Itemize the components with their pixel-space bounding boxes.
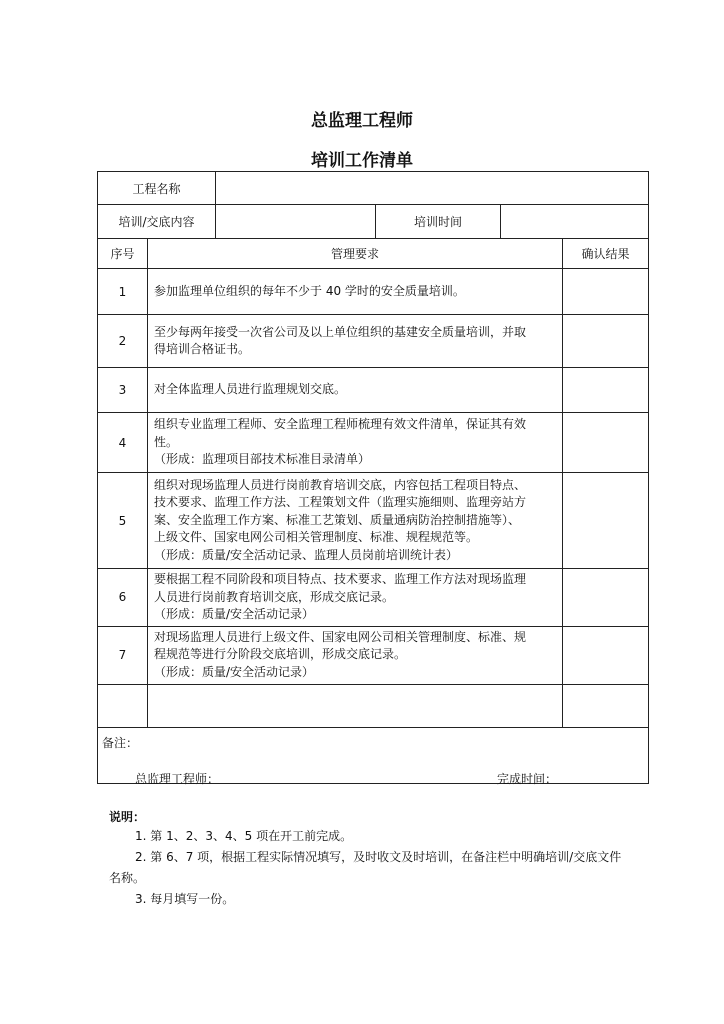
explanation-item: 3. 每月填写一份。 (135, 892, 235, 906)
row-number: 7 (98, 626, 148, 684)
table-row (98, 626, 649, 684)
row-number[interactable] (98, 684, 148, 727)
completion-time-label: 完成时间： (497, 772, 558, 786)
header-no: 序号 (98, 239, 148, 269)
result-cell[interactable] (563, 269, 649, 315)
table-row (98, 413, 649, 473)
row-number: 3 (98, 368, 148, 413)
requirement-cell: 组织对现场监理人员进行岗前教育培训交底，内容包括工程项目特点、 技术要求、监理工作方法、工程策划文件（监理实施细则、监理旁站方 案、安全监理工作方案、标准工艺策划、质量通病防治控制措施等）、 上级文件、国家电网公司相关管理制度、标准、规程规范等。 （形成：质量/安全活动记录、监理人员岗前培训统计表） (148, 473, 563, 569)
table-row-empty (98, 684, 649, 727)
table-row (98, 473, 649, 569)
table-row (98, 368, 649, 413)
result-cell[interactable] (563, 315, 649, 368)
table-row (98, 315, 649, 368)
requirement-cell: 对全体监理人员进行监理规划交底。 (148, 368, 563, 413)
requirement-cell[interactable] (148, 684, 563, 727)
result-cell[interactable] (563, 368, 649, 413)
document-title: 总监理工程师 (311, 111, 413, 131)
project-name-value[interactable] (216, 172, 649, 205)
explanation-title: 说明： (109, 810, 146, 824)
training-time-value[interactable] (501, 205, 649, 239)
result-cell[interactable] (563, 684, 649, 727)
requirement-cell: 至少每两年接受一次省公司及以上单位组织的基建安全质量培训，并取 得培训合格证书。 (148, 315, 563, 368)
result-cell[interactable] (563, 413, 649, 473)
row-number: 5 (98, 473, 148, 569)
training-checklist-table (97, 171, 649, 784)
training-content-label: 培训/交底内容 (98, 205, 216, 239)
explanation-list (109, 826, 629, 910)
requirement-cell: 要根据工程不同阶段和项目特点、技术要求、监理工作方法对现场监理 人员进行岗前教育培训交底，形成交底记录。 （形成：质量/安全活动记录） (148, 569, 563, 627)
remarks-label[interactable]: 备注： (98, 727, 649, 783)
explanation-item: 1. 第 1、2、3、4、5 项在开工前完成。 (135, 829, 353, 843)
row-number: 1 (98, 269, 148, 315)
chief-engineer-signature-label: 总监理工程师： (135, 772, 220, 786)
row-number: 4 (98, 413, 148, 473)
result-cell[interactable] (563, 569, 649, 627)
explanation-item: 2. 第 6、7 项，根据工程实际情况填写，及时收文及时培训，在备注栏中明确培训/交底文件名称。 (109, 850, 622, 885)
header-requirement: 管理要求 (148, 239, 563, 269)
project-name-label: 工程名称 (98, 172, 216, 205)
result-cell[interactable] (563, 473, 649, 569)
result-cell[interactable] (563, 626, 649, 684)
table-row (98, 269, 649, 315)
row-number: 6 (98, 569, 148, 627)
header-result: 确认结果 (563, 239, 649, 269)
requirement-cell: 组织专业监理工程师、安全监理工程师梳理有效文件清单，保证其有效 性。 （形成：监理项目部技术标准目录清单） (148, 413, 563, 473)
table-row (98, 569, 649, 627)
training-content-value[interactable] (216, 205, 376, 239)
requirement-cell: 参加监理单位组织的每年不少于 40 学时的安全质量培训。 (148, 269, 563, 315)
requirement-cell: 对现场监理人员进行上级文件、国家电网公司相关管理制度、标准、规 程规范等进行分阶段交底培训，形成交底记录。 （形成：质量/安全活动记录） (148, 626, 563, 684)
row-number: 2 (98, 315, 148, 368)
document-subtitle: 培训工作清单 (311, 151, 413, 171)
training-time-label: 培训时间 (376, 205, 501, 239)
